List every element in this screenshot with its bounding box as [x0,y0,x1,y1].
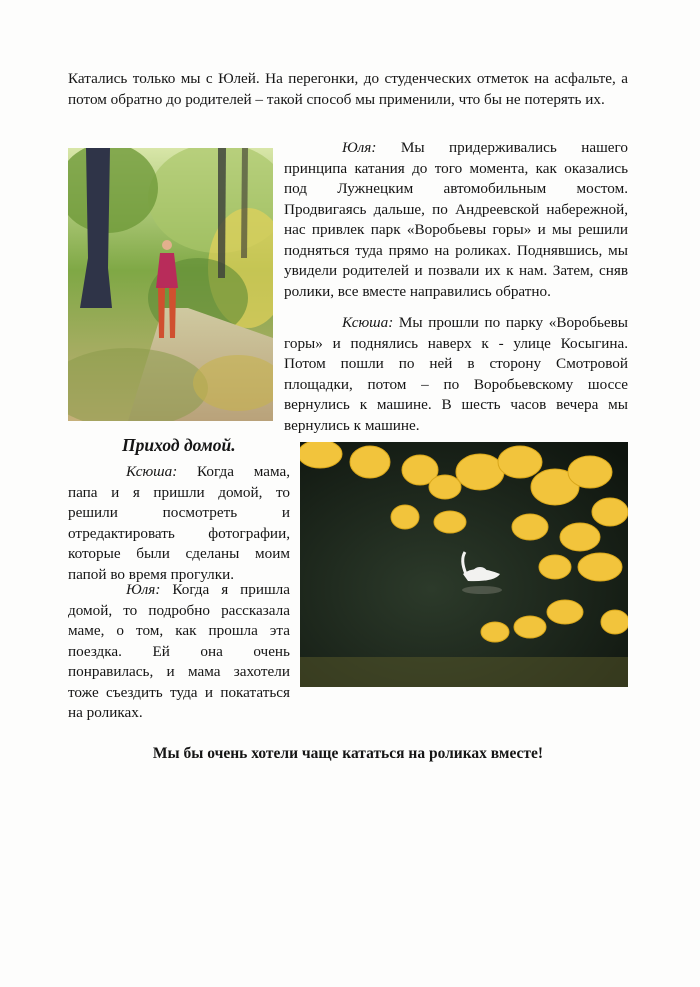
section-heading: Приход домой. [122,435,236,455]
speaker-yulia: Юля: [342,139,377,156]
autumn-forest-photo [68,148,273,421]
ksusha-text-2: Когда мама, папа и я пришли домой, то решили посмотреть и отредактировать фотографии, которые были сделаны моим папой во время прогулки. [68,463,290,583]
yulia-paragraph-1 [284,138,628,302]
ksusha-text-1: Мы прошли по парку «Воробьевы горы» и поднялись наверх к - улице Косыгина. Потом пошли по ней в сторону Смотровой площадки, потом – по Воробьевскому шоссе вернулись к машине. В шесть часов вечера мы вернулись к машине. [284,314,628,434]
ksusha-paragraph-1 [284,313,628,436]
speaker-ksusha: Ксюша: [342,314,394,331]
speaker-yulia: Юля: [126,581,161,598]
swan-pond-photo [300,442,628,687]
yulia-paragraph-2 [68,580,290,724]
speaker-ksusha: Ксюша: [126,463,178,480]
closing-line: Мы бы очень хотели чаще кататься на роликах вместе! [152,745,544,762]
intro-paragraph: Катались только мы с Юлей. На перегонки, до студенческих отметок на асфальте, а потом обратно до родителей – такой способ мы применили, что бы не потерять их. [68,70,628,108]
ksusha-paragraph-2 [68,462,290,585]
yulia-text-2: Когда я пришла домой, то подробно рассказала маме, о том, как прошла эта поездка. Ей она очень понравилась, и мама захотели тоже съездить туда и покататься на роликах. [68,581,290,721]
yulia-text-1: Мы придерживались нашего принципа катания до того момента, как оказались под Лужнецким автомобильным мостом. Продвигаясь дальше, по Андреевской набережной, нас привлек парк «Воробьевы горы» и мы решили подняться туда прямо на роликах. Поднявшись, мы увидели родителей и позвали их к нам. Затем, сняв ролики, все вместе направились обратно. [284,139,628,300]
